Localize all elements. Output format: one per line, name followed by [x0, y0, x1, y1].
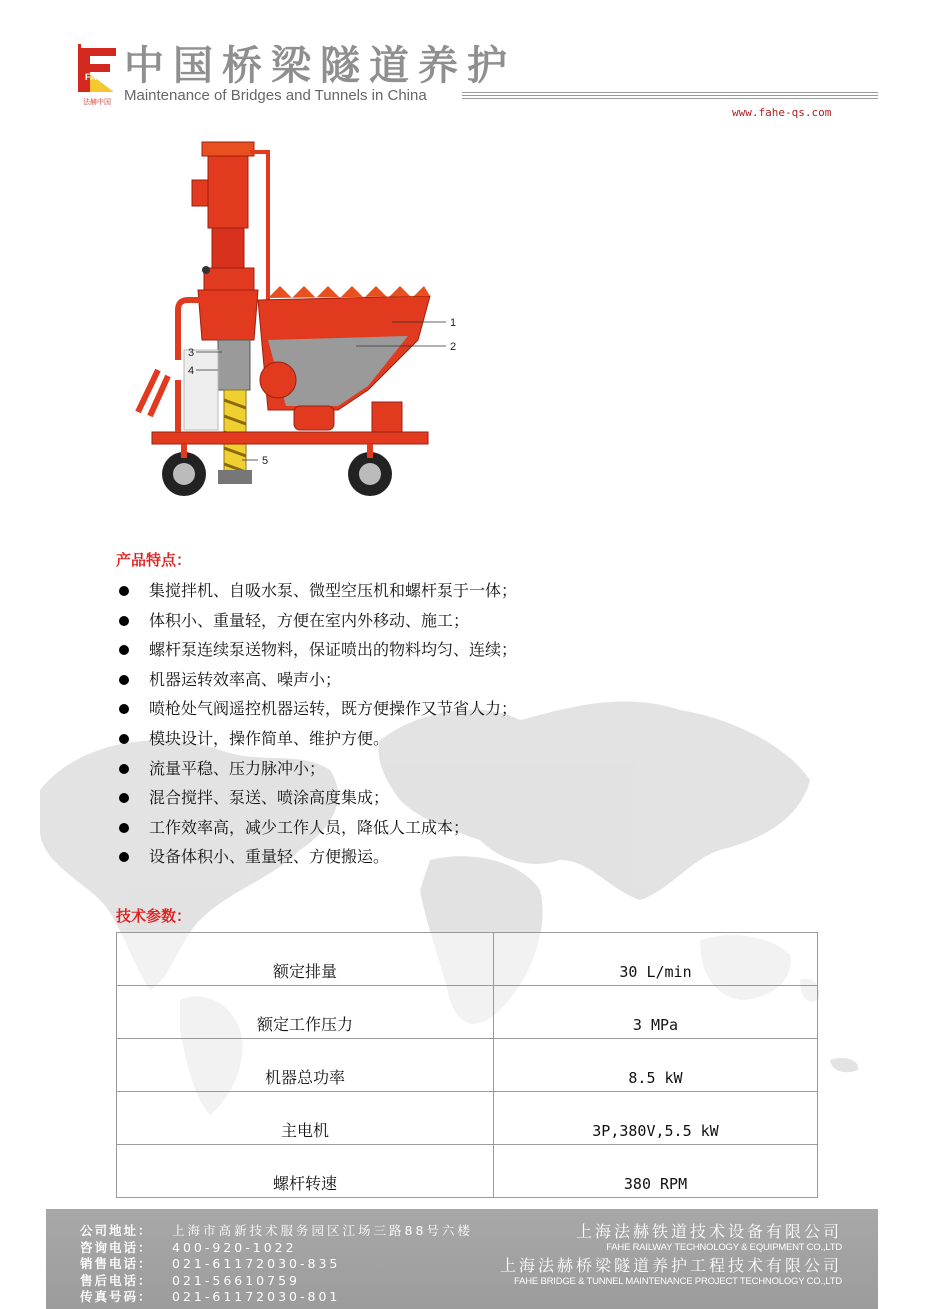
callout-3: 3 [188, 347, 195, 359]
title-chinese: 中国桥梁隧道养护 [124, 43, 516, 89]
spec-label: 机器总功率 [117, 1039, 494, 1092]
spec-value: 3P,380V,5.5 kW [494, 1092, 818, 1145]
spec-value: 8.5 kW [494, 1039, 818, 1092]
spec-label: 额定工作压力 [117, 986, 494, 1039]
bullet-icon [119, 823, 129, 833]
list-item: 工作效率高，减少工作人员，降低人工成本； [116, 813, 816, 843]
bullet-icon [119, 675, 129, 685]
table-row [117, 1092, 818, 1145]
callout-5: 5 [262, 455, 269, 467]
list-item: 设备体积小、重量轻、方便搬运。 [116, 842, 816, 872]
footer [46, 1209, 878, 1309]
contact-item: 公司地址： 上海市高新技术服务园区江场三路88号六楼 [80, 1223, 473, 1238]
title-english: Maintenance of Bridges and Tunnels in China [124, 87, 427, 104]
bullet-icon [119, 645, 129, 655]
features-list [116, 576, 816, 872]
bullet-icon [119, 704, 129, 714]
company-bridge-tunnel: 上海法赫桥梁隧道养护工程技术有限公司 FAHE BRIDGE & TUNNEL MAINTENANCE PROJECT TECHNOLOGY CO.,LTD [499, 1256, 842, 1287]
spec-label: 螺杆转速 [117, 1145, 494, 1198]
contact-item: 售后电话： 021-56610759 [80, 1272, 300, 1288]
fahe-logo [76, 44, 118, 108]
bullet-icon [119, 793, 129, 803]
specs-title: 技术参数： [116, 907, 192, 925]
plastering-machine-diagram [118, 140, 468, 502]
table-row [117, 1145, 818, 1198]
spec-value: 3 MPa [494, 986, 818, 1039]
bullet-icon [119, 616, 129, 626]
features-title: 产品特点： [116, 551, 192, 569]
callout-1: 1 [450, 317, 457, 329]
list-item: 流量平稳、压力脉冲小； [116, 754, 816, 784]
contact-item: 销售电话： 021-61172030-835 [80, 1256, 341, 1272]
table-row [117, 933, 818, 986]
contact-list [80, 1223, 473, 1306]
spec-label: 额定排量 [117, 933, 494, 986]
svg-text:FAHE: FAHE [84, 72, 110, 82]
list-item: 机器运转效率高、噪声小； [116, 665, 816, 695]
spec-value: 380 RPM [494, 1145, 818, 1198]
bullet-icon [119, 852, 129, 862]
list-item: 集搅拌机、自吸水泵、微型空压机和螺杆泵于一体； [116, 576, 816, 606]
callout-2: 2 [450, 341, 457, 353]
spec-label: 主电机 [117, 1092, 494, 1145]
contact-item: 传真号码： 021-61172030-801 [80, 1289, 341, 1305]
bullet-icon [119, 734, 129, 744]
list-item: 喷枪处气阀遥控机器运转，既方便操作又节省人力； [116, 694, 816, 724]
list-item: 螺杆泵连续泵送物料，保证喷出的物料均匀、连续； [116, 635, 816, 665]
svg-text:法赫中国: 法赫中国 [83, 98, 111, 106]
company-railway: 上海法赫铁道技术设备有限公司 FAHE RAILWAY TECHNOLOGY & EQUIPMENT CO.,LTD [575, 1222, 842, 1253]
callout-4: 4 [188, 365, 195, 377]
bullet-icon [119, 586, 129, 596]
spec-value: 30 L/min [494, 933, 818, 986]
contact-item: 咨询电话： 400-920-1022 [80, 1239, 297, 1255]
list-item: 混合搅拌、泵送、喷涂高度集成； [116, 783, 816, 813]
website-url[interactable]: www.fahe-qs.com [732, 106, 832, 119]
bullet-icon [119, 764, 129, 774]
list-item: 模块设计，操作简单、维护方便。 [116, 724, 816, 754]
list-item: 体积小、重量轻，方便在室内外移动、施工； [116, 606, 816, 636]
table-row [117, 1039, 818, 1092]
header-rule [462, 92, 878, 101]
spec-table [116, 932, 818, 1198]
table-row [117, 986, 818, 1039]
